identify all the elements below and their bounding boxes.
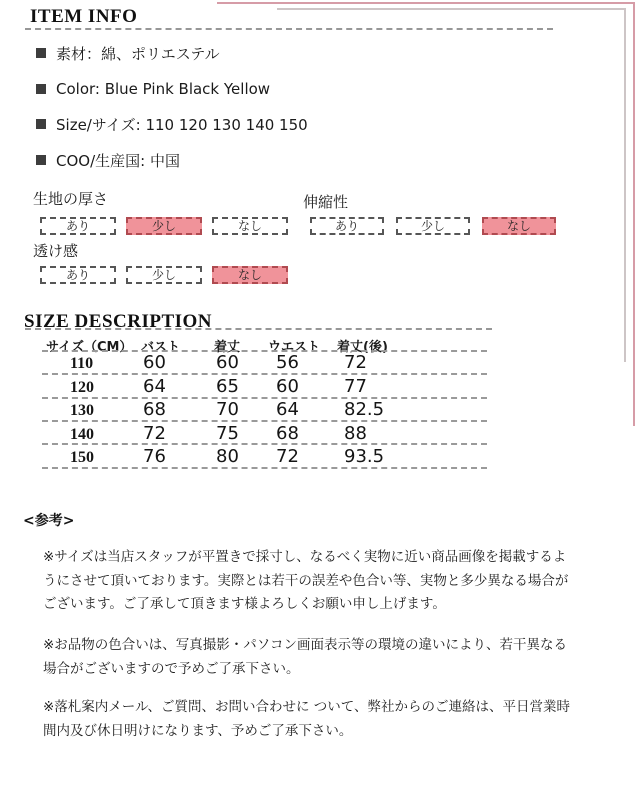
coo-text: COO/生産国: 中国 bbox=[56, 151, 180, 170]
frame-inner-right-line bbox=[624, 8, 626, 362]
cell-waist: 56 bbox=[276, 352, 299, 373]
table-header-length: 着丈 bbox=[214, 340, 241, 355]
frame-outer-right-line bbox=[633, 2, 635, 426]
table-rule bbox=[42, 420, 487, 422]
note-line: ※落札案内メール、ご質問、お問い合わせに ついて、弊社からのご連絡は、平日営業時 bbox=[43, 699, 570, 715]
note-line: ※お品物の色合いは、写真撮影・パソコン画面表示等の環境の違いにより、若干異なる bbox=[43, 637, 568, 653]
thickness-option-ari: あり bbox=[40, 217, 116, 235]
table-rule bbox=[42, 350, 487, 352]
bullet-item-size bbox=[36, 115, 308, 133]
cell-length: 65 bbox=[216, 376, 239, 397]
item-info-heading: ITEM INFO bbox=[30, 6, 138, 27]
cell-back-length: 88 bbox=[344, 423, 367, 444]
cell-length: 75 bbox=[216, 423, 239, 444]
note-contact bbox=[43, 696, 570, 743]
square-bullet-icon bbox=[36, 155, 46, 165]
note-line: ※サイズは当店スタッフが平置きで採寸し、なるべく実物に近い商品画像を掲載するよ bbox=[43, 549, 567, 565]
cell-bust: 72 bbox=[143, 423, 166, 444]
note-color bbox=[43, 634, 567, 681]
table-header-back-length: 着丈(後) bbox=[337, 340, 388, 355]
cell-length: 80 bbox=[216, 446, 239, 467]
note-line: ございます。ご了承して頂きます様よろしくお願い申し上げます。 bbox=[43, 596, 446, 612]
color-text: Color: Blue Pink Black Yellow bbox=[56, 80, 271, 98]
bullet-item-coo bbox=[36, 151, 180, 169]
cell-length: 70 bbox=[216, 399, 239, 420]
cell-size: 120 bbox=[70, 379, 94, 396]
cell-back-length: 82.5 bbox=[344, 399, 385, 420]
material-text: 素材：綿、ポリエステル bbox=[56, 44, 220, 63]
cell-size: 140 bbox=[70, 426, 94, 443]
cell-bust: 64 bbox=[143, 376, 166, 397]
cell-back-length: 77 bbox=[344, 376, 367, 397]
bullet-item-material bbox=[36, 44, 220, 62]
cell-size: 150 bbox=[70, 449, 94, 466]
square-bullet-icon bbox=[36, 48, 46, 58]
thickness-option-nashi: なし bbox=[212, 217, 288, 235]
sheerness-option-sukoshi: 少し bbox=[126, 266, 202, 284]
table-header-waist: ウエスト bbox=[268, 340, 321, 355]
reference-heading: <参考> bbox=[23, 513, 75, 529]
bullet-item-color bbox=[36, 80, 270, 98]
stretch-option-sukoshi: 少し bbox=[396, 217, 470, 235]
sheerness-option-ari: あり bbox=[40, 266, 116, 284]
table-rule bbox=[42, 467, 487, 469]
cell-length: 60 bbox=[216, 352, 239, 373]
stretch-option-ari: あり bbox=[310, 217, 384, 235]
size-description-heading: SIZE DESCRIPTION bbox=[24, 311, 213, 332]
size-description-divider bbox=[25, 328, 492, 330]
cell-bust: 60 bbox=[143, 352, 166, 373]
sheerness-option-nashi-selected: なし bbox=[212, 266, 288, 284]
size-text: Size/サイズ: 110 120 130 140 150 bbox=[56, 115, 308, 134]
table-rule bbox=[42, 443, 487, 445]
cell-waist: 60 bbox=[276, 376, 299, 397]
frame-inner-top-line bbox=[277, 8, 626, 10]
thickness-label: 生地の厚さ bbox=[33, 190, 109, 208]
note-line: 間内及び休日明けになります、予めご了承下さい。 bbox=[43, 722, 353, 739]
cell-size: 130 bbox=[70, 402, 94, 419]
cell-bust: 76 bbox=[143, 446, 166, 467]
item-info-divider bbox=[25, 28, 553, 30]
note-line: 場合がございますので予めご了承下さい。 bbox=[43, 660, 300, 677]
table-header-bust: バスト bbox=[141, 340, 181, 355]
cell-waist: 68 bbox=[276, 423, 299, 444]
frame-outer-top-line bbox=[217, 2, 635, 4]
cell-size: 110 bbox=[70, 355, 94, 372]
stretch-option-nashi-selected: なし bbox=[482, 217, 556, 235]
thickness-option-sukoshi-selected: 少し bbox=[126, 217, 202, 235]
table-rule bbox=[42, 373, 487, 375]
sheerness-label: 透け感 bbox=[33, 242, 79, 260]
table-header-size: サイズ（CM） bbox=[46, 340, 133, 355]
square-bullet-icon bbox=[36, 119, 46, 129]
stretch-label: 伸縮性 bbox=[303, 193, 349, 211]
cell-waist: 72 bbox=[276, 446, 299, 467]
cell-waist: 64 bbox=[276, 399, 299, 420]
cell-bust: 68 bbox=[143, 399, 166, 420]
note-line: うにさせて頂いております。実際とは若干の誤差や色合い等、実物と多少異なる場合が bbox=[43, 572, 569, 589]
cell-back-length: 93.5 bbox=[344, 446, 385, 467]
note-sizing bbox=[43, 546, 568, 617]
table-rule bbox=[42, 397, 487, 399]
square-bullet-icon bbox=[36, 84, 46, 94]
cell-back-length: 72 bbox=[344, 352, 367, 373]
